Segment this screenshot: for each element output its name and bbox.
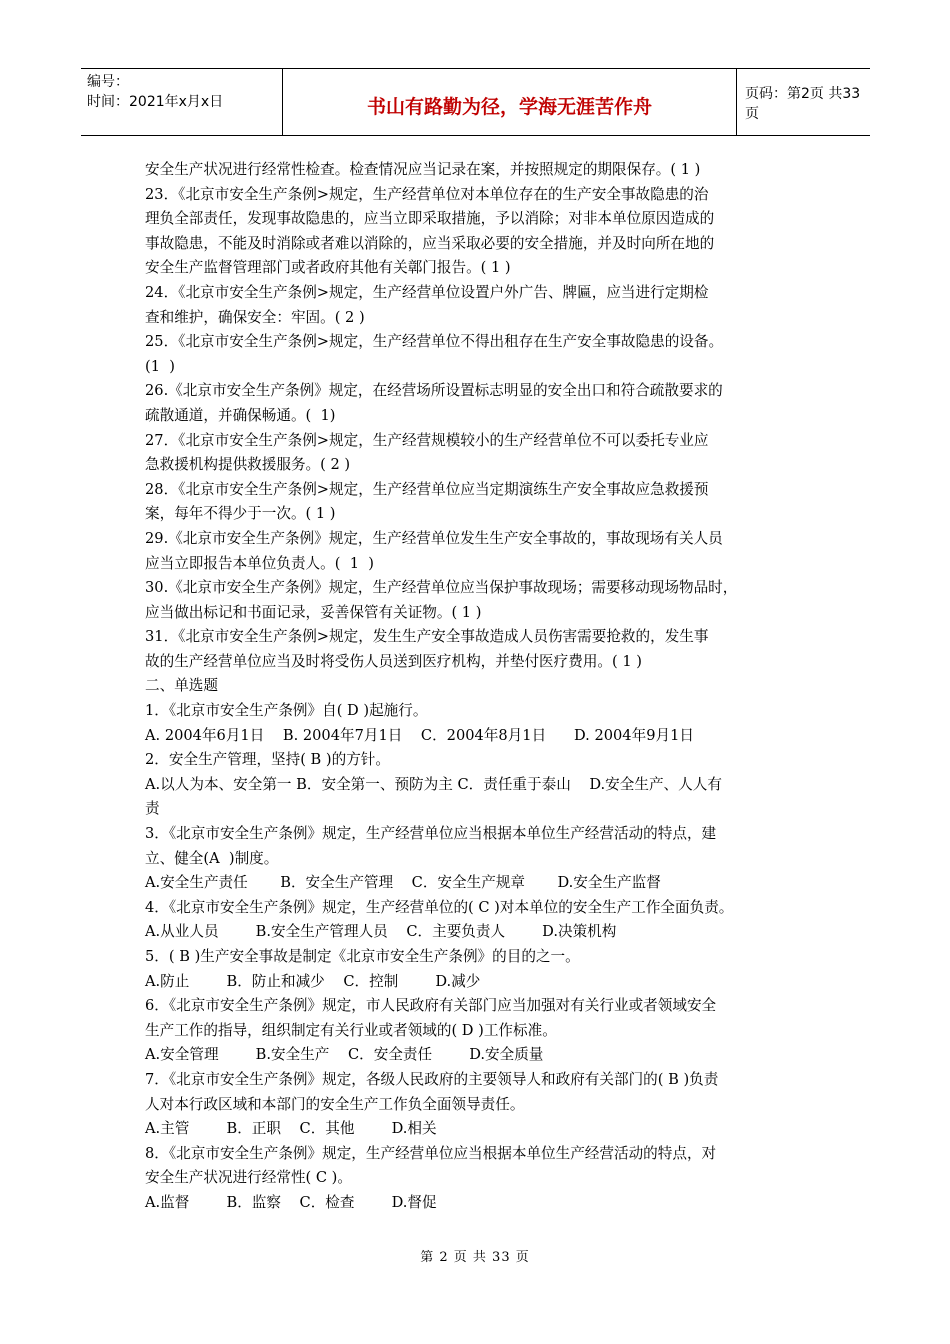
- text-line: 理负全部责任，发现事故隐患的，应当立即采取措施，予以消除；对非本单位原因造成的: [145, 210, 715, 228]
- text-line: 安全生产状况进行经常性( C )。: [145, 1169, 352, 1187]
- answer-options: A.从业人员 B.安全生产管理人员 C．主要负责人 D.决策机构: [145, 923, 617, 941]
- text-line: 1．《北京市安全生产条例》自( D )起施行。: [145, 702, 428, 720]
- header-meta: [81, 69, 283, 135]
- text-line: 3．《北京市安全生产条例》规定，生产经营单位应当根据本单位生产经营活动的特点，建: [145, 825, 717, 843]
- text-line: (1 ): [145, 357, 175, 375]
- text-line: 疏散通道，并确保畅通。( 1): [145, 406, 336, 424]
- text-line: 立、健全(A )制度。: [145, 849, 279, 867]
- text-line: 2．安全生产管理，坚持( B )的方针。: [145, 751, 390, 769]
- answer-options: A.主管 B．正职 C．其他 D.相关: [145, 1120, 437, 1138]
- answer-options: A.安全生产责任 B．安全生产管理 C．安全生产规章 D.安全生产监督: [145, 874, 661, 892]
- text-line: 人对本行政区域和本部门的安全生产工作负全面领导责任。: [145, 1095, 525, 1113]
- page-footer: 第 2 页 共 33 页: [420, 1250, 530, 1265]
- text-line: 急救援机构提供救援服务。( 2 ): [145, 456, 351, 474]
- text-line: 31．《北京市安全生产条例>规定，发生生产安全事故造成人员伤害需要抢救的，发生事: [145, 628, 709, 646]
- text-line: 26.《北京市安全生产条例》规定，在经营场所设置标志明显的安全出口和符合疏散要求的: [145, 382, 723, 400]
- answer-options: A.以人为本、安全第一 B．安全第一、预防为主 C．责任重于泰山 D.安全生产、人人有: [145, 775, 722, 793]
- header-motto: 书山有路勤为径，学海无涯苦作舟: [283, 69, 737, 135]
- document-body: [145, 158, 825, 1216]
- answer-options: A. 2004年6月1日 B. 2004年7月1日 C．2004年8月1日 D. 2004年9月1日: [145, 726, 694, 744]
- document-number-label: 编号：: [87, 74, 129, 90]
- text-line: 5．( B )生产安全事故是制定《北京市安全生产条例》的目的之一。: [145, 948, 580, 965]
- text-line: 30.《北京市安全生产条例》规定，生产经营单位应当保护事故现场；需要移动现场物品时，: [145, 579, 738, 597]
- answer-options: A.安全管理 B.安全生产 C．安全责任 D.安全质量: [145, 1046, 544, 1064]
- answer-options: 责: [145, 800, 160, 818]
- text-line: 8．《北京市安全生产条例》规定，生产经营单位应当根据本单位生产经营活动的特点，对: [145, 1144, 717, 1162]
- text-line: 案，每年不得少于一次。( 1 ): [145, 505, 336, 523]
- text-line: 安全生产监督管理部门或者政府其他有关鄣门报告。( 1 ): [145, 259, 511, 277]
- page-header: [81, 68, 870, 136]
- text-line: 应当立即报告本单位负责人。( 1 ): [145, 554, 374, 572]
- text-line: 生产工作的指导，组织制定有关行业或者领域的( D )工作标准。: [145, 1021, 557, 1039]
- answer-options: A.防止 B．防止和减少 C．控制 D.减少: [145, 972, 481, 990]
- text-line: 4．《北京市安全生产条例》规定，生产经营单位的( C )对本单位的安全生产工作全面负责。: [145, 898, 734, 916]
- text-line: 23．《北京市安全生产条例>规定，生产经营单位对本单位存在的生产安全事故隐患的治: [145, 185, 709, 203]
- text-line: 安全生产状况进行经常性检查。检查情况应当记录在案，并按照规定的期限保存。( 1 ): [145, 161, 701, 178]
- text-line: 应当做出标记和书面记录，妥善保管有关证物。( 1 ): [145, 603, 482, 621]
- document-date-label: 时间：2021年x月x日: [87, 94, 224, 110]
- text-line: 25．《北京市安全生产条例>规定，生产经营单位不得出租存在生产安全事故隐患的设备。: [145, 333, 724, 351]
- text-line: 28．《北京市安全生产条例>规定，生产经营单位应当定期演练生产安全事故应急救援预: [145, 480, 709, 498]
- section-heading: 二、单选题: [145, 677, 218, 695]
- header-page-number: 页码：第2页 共33页: [745, 86, 861, 122]
- text-line: 29.《北京市安全生产条例》规定，生产经营单位发生生产安全事故的，事故现场有关人员: [145, 529, 723, 547]
- text-line: 6．《北京市安全生产条例》规定，市人民政府有关部门应当加强对有关行业或者领域安全: [145, 997, 717, 1015]
- text-line: 24．《北京市安全生产条例>规定，生产经营单位设置户外广告、牌匾，应当进行定期检: [145, 283, 709, 301]
- text-line: 27．《北京市安全生产条例>规定，生产经营规模较小的生产经营单位不可以委托专业应: [145, 431, 709, 449]
- text-line: 7．《北京市安全生产条例》规定，各级人民政府的主要领导人和政府有关部门的( B )负责: [145, 1070, 719, 1088]
- answer-options: A.监督 B．监察 C．检查 D.督促: [145, 1193, 437, 1211]
- text-line: 查和维护，确保安全：牢固。( 2 ): [145, 308, 365, 326]
- text-line: 事故隐患，不能及时消除或者难以消除的，应当采取必要的安全措施，并及时向所在地的: [145, 234, 715, 252]
- text-line: 故的生产经营单位应当及时将受伤人员送到医疗机构，并垫付医疗费用。( 1 ): [145, 652, 642, 670]
